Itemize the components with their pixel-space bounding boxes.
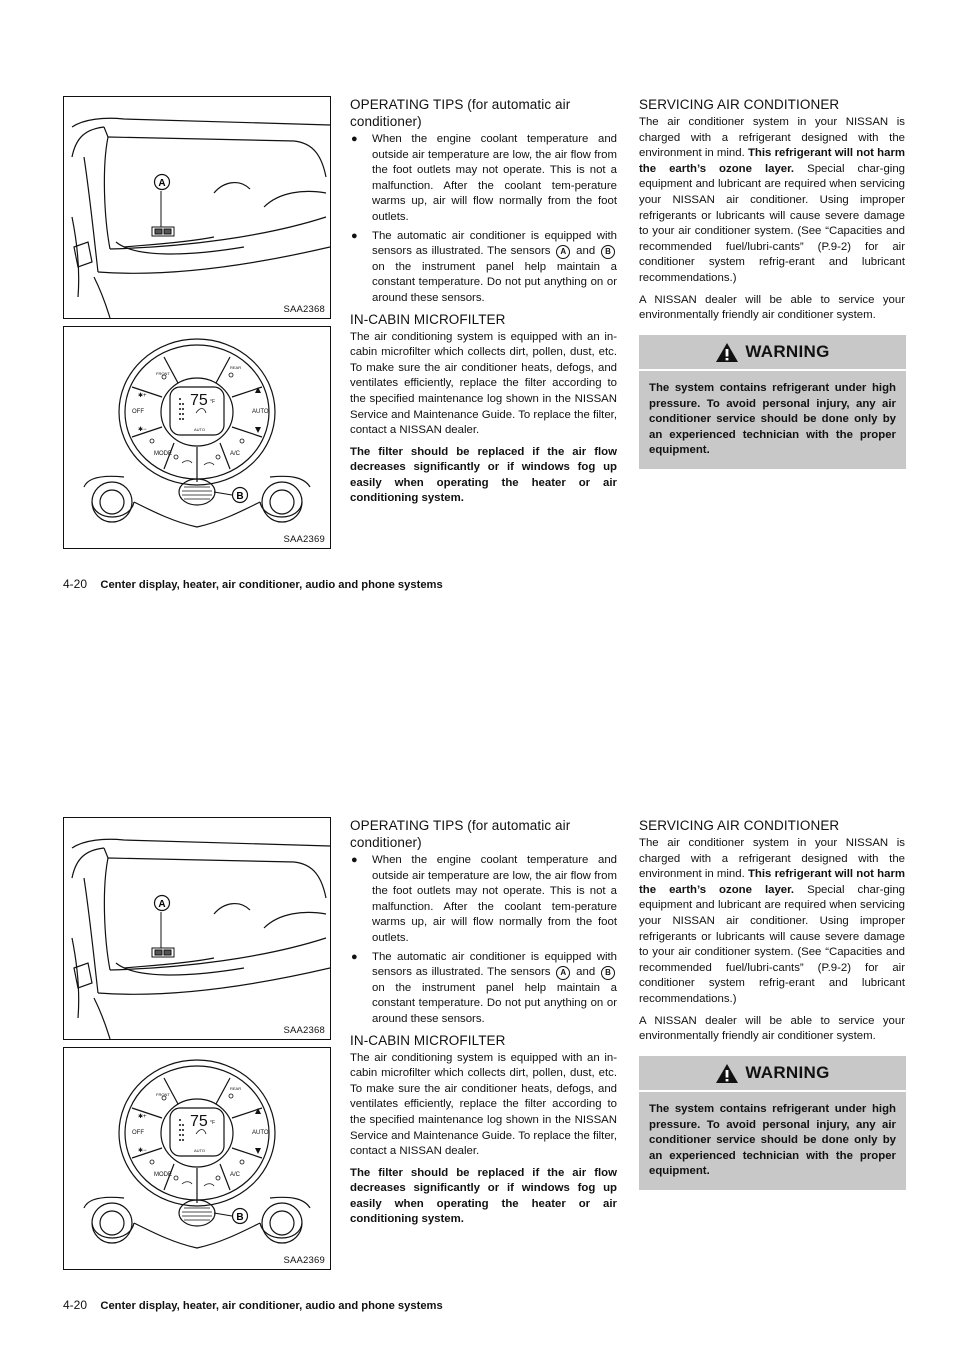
servicing-bold-text: This refrigerant will not harm the earth’s ozone layer. [639,147,906,175]
list-item [350,132,617,226]
page-footer [63,577,443,591]
ac-button-label: A/C [230,451,241,457]
temperature-unit: °F [210,1120,216,1126]
bullet-text: When the engine coolant temperature and outside air temperature are low, the air flow from the foot outlets may not operate. This is not a malfunction. After the coolant tem-perature warms up, air will flow normally from the foot outlets. [372,133,617,223]
manual-page-top [0,0,954,600]
servicing-bold-text: This refrigerant will not harm the earth’s ozone layer. [639,868,906,896]
bullet-text: and [576,966,596,979]
warning-title: WARNING [745,1063,830,1082]
warning-box [639,1056,906,1190]
operating-tips-list [350,132,617,307]
servicing-heading: SERVICING AIR CONDITIONER [639,818,840,833]
temp-down-arrow-icon [255,1148,261,1154]
sensor-b-label: B [601,245,615,259]
bullet-text: on the instrument panel help maintain a constant temperature. Do not put anything on or around these sensors. [372,260,617,304]
servicing-heading: SERVICING AIR CONDITIONER [639,97,840,112]
label-a: A [158,899,166,910]
windshield-illustration [64,818,330,1039]
microfilter-paragraph: The air conditioning system is equipped with an in-cabin microfilter which collects dirt, pollen, dust, etc. To make sure the air conditioner heats, defogs, and ventilates efficiently, replace the filter according to the specified maintenance log shown in the NISSAN Service and Maintenance Guide. To replace the filter, contact a NISSAN dealer. [350,1051,617,1158]
list-item [350,950,617,1028]
rear-defrost-label: REAR [230,365,242,370]
rear-defrost-label: REAR [230,1086,242,1091]
auto-button-label: AUTO [252,409,269,415]
figure-climate-panel [63,1047,331,1270]
page-footer [63,1298,443,1312]
warning-triangle-icon [715,342,739,363]
fan-down-label: ✱− [138,1148,147,1154]
temperature-readout: 75 [190,1113,208,1130]
section-title: Center display, heater, air conditioner, audio and phone systems [100,1300,443,1312]
warning-header [639,335,906,371]
page-number: 4-20 [63,1298,88,1312]
climate-panel-illustration [64,1048,330,1269]
warning-body: The system contains refrigerant under high pressure. To avoid personal injury, any air conditioner service should be done only by an experienced technician with the proper equipment. [649,1103,896,1178]
middle-column [350,817,617,1234]
windshield-illustration [64,97,330,318]
figure-code: SAA2368 [283,304,325,315]
bullet-icon: ● [351,229,358,242]
figure-windshield-sensor [63,96,331,319]
servicing-text: The air conditioner system in your NISSAN is charged with a refrigerant designed with the environment in mind. [639,837,905,881]
warning-box [639,335,906,469]
off-button-label: OFF [132,409,144,415]
front-defrost-label: FRONT [156,371,170,376]
servicing-paragraph [639,115,905,287]
temp-down-arrow-icon [255,427,261,433]
label-b: B [236,1212,244,1223]
label-a: A [158,178,166,189]
dealer-paragraph: A NISSAN dealer will be able to service your environmentally friendly air conditioner system. [639,1014,905,1043]
climate-panel-illustration [64,327,330,548]
auto-button-label: AUTO [252,1130,269,1136]
operating-tips-heading: OPERATING TIPS (for automatic air conditioner) [350,97,571,129]
operating-tips-list [350,853,617,1028]
microfilter-note: The filter should be replaced if the air flow decreases significantly or if windows fog up easily when operating the heater or air conditioning system. [350,1166,617,1226]
mode-button-label: MODE [154,1172,172,1178]
warning-body: The system contains refrigerant under high pressure. To avoid personal injury, any air conditioner service should be done only by an experienced technician with the proper equipment. [649,382,896,457]
figure-windshield-sensor [63,817,331,1040]
display-auto-label: AUTO [194,427,206,432]
warning-triangle-icon [715,1063,739,1084]
bullet-text: and [576,245,596,258]
right-column [639,817,905,1051]
bullet-icon: ● [351,950,358,963]
display-auto-label: AUTO [194,1148,206,1153]
bullet-text: The automatic air conditioner is equipped with sensors as illustrated. The sensors [372,950,617,979]
mode-button-label: MODE [154,451,172,457]
fan-up-label: ✱+ [138,1114,147,1120]
ac-button-label: A/C [230,1172,241,1178]
section-title: Center display, heater, air conditioner, audio and phone systems [100,579,443,591]
servicing-paragraph [639,836,905,1008]
bullet-text: The automatic air conditioner is equipped with sensors as illustrated. The sensors [372,229,617,258]
list-item [350,853,617,947]
temperature-unit: °F [210,399,216,405]
warning-title: WARNING [745,342,830,361]
off-button-label: OFF [132,1130,144,1136]
fan-down-label: ✱− [138,427,147,433]
label-b: B [236,491,244,502]
servicing-text: The air conditioner system in your NISSAN is charged with a refrigerant designed with the environment in mind. [639,116,905,160]
bullet-text: on the instrument panel help maintain a constant temperature. Do not put anything on or around these sensors. [372,981,617,1025]
bullet-icon: ● [351,133,358,145]
servicing-text: Special char-ging equipment and lubricant are required when servicing your NISSAN air conditioner. Using improper refrigerants or lubricants will cause severe damage to your air conditioner system. (See “Capacities and recommended fuel/lubri-cants” (P.9-2) for air conditioner system refrig-erant and lubricant recommendations.) [639,883,905,1005]
warning-header [639,1056,906,1092]
figure-code: SAA2369 [283,1255,325,1266]
bullet-icon: ● [351,854,358,866]
right-column [639,96,905,330]
servicing-text: Special char-ging equipment and lubricant are required when servicing your NISSAN air conditioner. Using improper refrigerants or lubricants will cause severe damage to your air conditioner system. (See “Capacities and recommended fuel/lubri-cants” (P.9-2) for air conditioner system refrig-erant and lubricant recommendations.) [639,162,905,284]
figure-code: SAA2369 [283,534,325,545]
dealer-paragraph: A NISSAN dealer will be able to service your environmentally friendly air conditioner system. [639,293,905,322]
sensor-b-label: B [601,966,615,980]
figure-code: SAA2368 [283,1025,325,1036]
sensor-a-label: A [556,966,570,980]
microfilter-note: The filter should be replaced if the air flow decreases significantly or if windows fog up easily when operating the heater or air conditioning system. [350,445,617,505]
microfilter-paragraph: The air conditioning system is equipped with an in-cabin microfilter which collects dirt, pollen, dust, etc. To make sure the air conditioner heats, defogs, and ventilates efficiently, replace the filter according to the specified maintenance log shown in the NISSAN Service and Maintenance Guide. To replace the filter, contact a NISSAN dealer. [350,330,617,437]
microfilter-heading: IN-CABIN MICROFILTER [350,311,506,327]
fan-up-label: ✱+ [138,393,147,399]
list-item [350,229,617,307]
microfilter-heading: IN-CABIN MICROFILTER [350,1032,506,1048]
manual-page-bottom [0,721,954,1321]
page-number: 4-20 [63,577,88,591]
temperature-readout: 75 [190,392,208,409]
sensor-a-label: A [556,245,570,259]
middle-column [350,96,617,513]
front-defrost-label: FRONT [156,1092,170,1097]
operating-tips-heading: OPERATING TIPS (for automatic air conditioner) [350,818,571,850]
bullet-text: When the engine coolant temperature and outside air temperature are low, the air flow from the foot outlets may not operate. This is not a malfunction. After the coolant tem-perature warms up, air will flow normally from the foot outlets. [372,854,617,944]
figure-climate-panel [63,326,331,549]
